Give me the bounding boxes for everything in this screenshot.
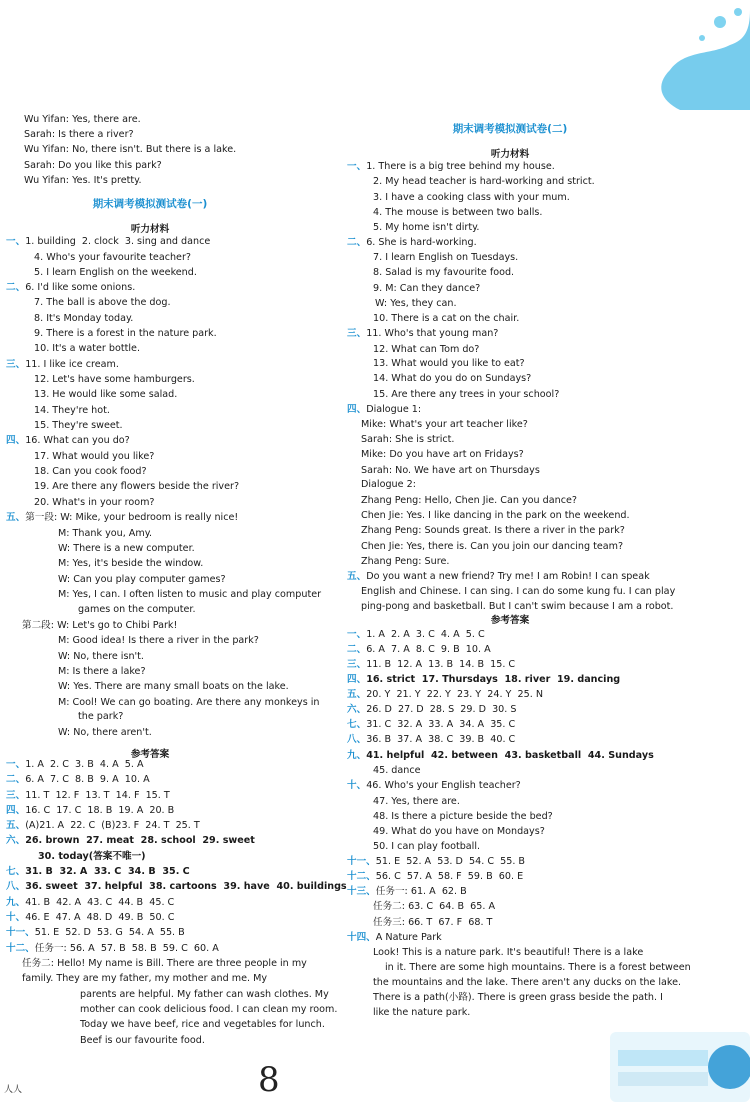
text-line [361,494,577,507]
text-line [58,680,289,693]
text-line [347,643,491,656]
section-marker: 一、 [347,161,367,172]
text-content: Beef is our favourite food. [80,1035,205,1046]
text-line [58,634,259,647]
text-line [58,557,203,570]
section-marker: 三、 [6,790,26,801]
text-line [24,113,141,126]
text-line [373,900,495,913]
text-content: Chen Jie: Yes, there is. Can you join our dancing team? [361,541,624,552]
text-line [361,509,630,522]
text-content: 7. The ball is above the dog. [34,297,171,308]
section-marker: 三、 [6,359,26,370]
text-content: 11. T 12. F 13. T 14. F 15. T [25,790,170,801]
section-marker: 五、 [347,689,367,700]
text-content: English and Chinese. I can sing. I can do some kung fu. I can play [361,586,676,597]
text-content: Sarah: Do you like this park? [24,160,162,171]
section-marker: 十三、 [347,886,376,897]
section-marker: 十、 [347,780,367,791]
text-line [373,795,460,808]
text-content: 46. E 47. A 48. D 49. B 50. C [25,912,175,923]
text-line [385,961,691,974]
section-marker: 二、 [347,644,367,655]
text-line [34,465,147,478]
text-content: 15. They're sweet. [34,420,123,431]
text-line [361,600,673,613]
text-content: Mike: Do you have art on Fridays? [361,449,524,460]
text-line [6,834,255,847]
text-line [347,327,498,340]
text-content: M: Yes, it's beside the window. [58,558,204,569]
text-line [373,251,518,264]
text-content: A Nature Park [375,932,442,943]
text-content: (A)21. A 22. C (B)23. F 24. T 25. T [25,820,200,831]
text-line [24,159,162,172]
text-line [34,266,197,279]
text-line [24,143,236,156]
text-line [34,251,191,264]
text-content: 16. What can you do? [25,435,130,446]
text-content: 6. She is hard-working. [366,237,477,248]
text-line [6,511,238,524]
text-line [347,658,515,671]
text-line [373,764,421,777]
text-line [361,448,524,461]
text-line [347,931,442,944]
text-content: 51. E 52. D 53. G 54. A 55. B [34,927,185,938]
text-content: W: Yes, they can. [375,298,457,309]
text-content: 19. Are there any flowers beside the river? [34,481,240,492]
text-content: M: Is there a lake? [58,666,146,677]
text-content: 任务一: 61. A 62. B [375,886,467,897]
text-line [361,464,540,477]
text-content: games on the computer. [78,604,196,615]
text-content: 任务一: 56. A 57. B 58. B 59. C 60. A [34,943,219,954]
text-content: 参考答案 [490,615,530,626]
text-content: Sarah: Is there a river? [24,129,134,140]
text-content: M: Cool! We can go boating. Are there any monkeys in [58,697,320,708]
page-mark: 人人 [4,1085,23,1095]
text-line [347,628,485,641]
text-content: 第一段: W: Mike, your bedroom is really nice! [25,512,239,523]
section-marker: 九、 [6,897,26,908]
text-line [80,1018,325,1031]
text-content: 18. Can you cook food? [34,466,147,477]
text-line [6,865,190,878]
text-content: M: Thank you, Amy. [58,528,153,539]
text-line [347,733,515,746]
text-content: 2. My head teacher is hard-working and strict. [373,176,595,187]
text-line [347,885,467,898]
section-marker: 八、 [347,734,367,745]
text-content: 30. today(答案不唯一) [38,851,146,862]
text-line [347,855,525,868]
text-line [34,388,177,401]
text-content: 1. A 2. A 3. C 4. A 5. C [366,629,485,640]
text-line [34,327,217,340]
text-content: Sarah: No. We have art on Thursdays [361,465,540,476]
text-line [78,603,196,616]
text-content: 49. What do you have on Mondays? [373,826,545,837]
text-content: 听力材料 [490,149,530,160]
text-content: 任务二: 63. C 64. B 65. A [373,901,496,912]
text-content: There is a path(小路). There is green grass beside the path. I [373,992,663,1003]
text-line [373,825,545,838]
section-marker: 十一、 [6,927,35,938]
section-marker: 九、 [347,750,367,761]
section-marker: 六、 [347,704,367,715]
text-content: 51. E 52. A 53. D 54. C 55. B [375,856,526,867]
text-line [6,789,170,802]
text-content: 41. B 42. A 43. C 44. B 45. C [25,897,175,908]
text-content: Mike: What's your art teacher like? [361,419,528,430]
text-content: 36. sweet 37. helpful 38. cartoons 39. have 40. buildings [25,881,347,892]
text-content: 6. I'd like some onions. [25,282,136,293]
text-content: 47. Yes, there are. [373,796,460,807]
text-content: 11. B 12. A 13. B 14. B 15. C [366,659,516,670]
section-marker: 五、 [6,512,26,523]
text-content: W: Can you play computer games? [58,574,226,585]
section-marker: 七、 [347,719,367,730]
text-line [347,236,477,249]
text-line [373,221,479,234]
text-content: Sarah: She is strict. [361,434,455,445]
section-marker: 三、 [347,659,367,670]
text-line [373,266,514,279]
text-line [58,665,146,678]
text-line [58,588,321,601]
text-content: 20. Y 21. Y 22. Y 23. Y 24. Y 25. N [366,689,544,700]
text-line [34,404,110,417]
text-content: 期末调考模拟测试卷(一) [92,198,208,210]
text-content: W: Yes. There are many small boats on the lake. [58,681,289,692]
text-line [6,758,144,771]
text-line [361,555,449,568]
text-content: 14. What do you do on Sundays? [373,373,532,384]
text-content: Do you want a new friend? Try me! I am Robin! I can speak [366,571,650,582]
text-line [24,174,142,187]
text-line [6,773,150,786]
text-line [22,619,177,632]
text-content: W: There is a new computer. [58,543,195,554]
text-content: ping-pong and basketball. But I can't swim because I am a robot. [361,601,674,612]
section-marker: 三、 [347,328,367,339]
text-content: 任务二: Hello! My name is Bill. There are three people in my [22,958,307,969]
text-line [347,160,555,173]
text-content: 期末调考模拟测试卷(二) [452,123,568,135]
text-content: Dialogue 2: [361,479,416,490]
text-line [6,911,174,924]
text-line [80,988,329,1001]
text-content: 16. C 17. C 18. B 19. A 20. B [25,805,175,816]
text-content: the park? [78,711,124,722]
text-line [347,779,521,792]
text-line [361,418,528,431]
text-content: Dialogue 1: [366,404,422,415]
text-line [6,804,174,817]
section-marker: 二、 [347,237,367,248]
text-content: 9. There is a forest in the nature park. [34,328,217,339]
text-content: 5. I learn English on the weekend. [34,267,197,278]
text-content: mother can cook delicious food. I can clean my room. [80,1004,338,1015]
text-content: 56. C 57. A 58. F 59. B 60. E [375,871,524,882]
section-marker: 十二、 [6,943,35,954]
text-content: 10. There is a cat on the chair. [373,313,520,324]
text-line [347,749,654,762]
text-content: 8. It's Monday today. [34,313,134,324]
section-marker: 十二、 [347,871,376,882]
section-marker: 四、 [6,805,26,816]
text-content: Wu Yifan: Yes. It's pretty. [24,175,142,186]
text-content: 26. brown 27. meat 28. school 29. sweet [25,835,255,846]
text-line [6,819,200,832]
text-content: parents are helpful. My father can wash clothes. My [80,989,329,1000]
text-line [58,527,152,540]
section-marker: 一、 [6,759,26,770]
text-content: 31. C 32. A 33. A 34. A 35. C [366,719,516,730]
section-marker: 二、 [6,282,26,293]
text-content: 参考答案 [130,749,170,760]
text-content: Wu Yifan: No, there isn't. But there is a lake. [24,144,237,155]
text-line [373,312,519,325]
text-content: 46. Who's your English teacher? [366,780,521,791]
section-marker: 四、 [6,435,26,446]
text-line [34,450,154,463]
text-content: M: Yes, I can. I often listen to music and play computer [58,589,322,600]
text-content: 1. There is a big tree behind my house. [366,161,555,172]
text-content: 10. It's a water bottle. [34,343,140,354]
text-line [373,810,553,823]
text-line [6,358,119,371]
text-content: the mountains and the lake. There aren't any ducks on the lake. [373,977,682,988]
text-line [373,206,542,219]
text-content: 4. Who's your favourite teacher? [34,252,191,263]
text-content: 1. A 2. C 3. B 4. A 5. A [25,759,144,770]
text-content: 48. Is there a picture beside the bed? [373,811,553,822]
text-line [347,870,523,883]
text-line [6,880,347,893]
text-content: 26. D 27. D 28. S 29. D 30. S [366,704,517,715]
text-line [373,1006,470,1019]
text-line [347,703,516,716]
text-line [347,688,543,701]
text-line [80,1003,337,1016]
text-line [373,916,492,929]
section-marker: 六、 [6,835,26,846]
text-content: 8. Salad is my favourite food. [373,267,515,278]
text-line [373,946,643,959]
text-line [58,650,144,663]
text-content: 12. Let's have some hamburgers. [34,374,195,385]
text-line [347,718,515,731]
text-content: Chen Jie: Yes. I like dancing in the park on the weekend. [361,510,630,521]
section-marker: 四、 [347,404,367,415]
text-content: 5. My home isn't dirty. [373,222,480,233]
text-line [347,570,650,583]
text-line [34,480,239,493]
text-content: Zhang Peng: Sure. [361,556,450,567]
text-line [347,673,620,686]
section-marker: 十、 [6,912,26,923]
text-line [6,434,130,447]
text-line [347,403,421,416]
text-content: 13. He would like some salad. [34,389,178,400]
text-content: 6. A 7. C 8. B 9. A 10. A [25,774,150,785]
text-content: 9. M: Can they dance? [373,283,481,294]
text-content: 41. helpful 42. between 43. basketball 44. Sundays [366,750,654,761]
text-line [361,540,623,553]
text-line [375,297,457,310]
text-content: like the nature park. [373,1007,471,1018]
text-line [373,991,663,1004]
text-content: 14. They're hot. [34,405,110,416]
decorative-splash-image [640,0,750,110]
text-line [22,972,267,985]
text-content: 12. What can Tom do? [373,344,480,355]
text-content: family. They are my father, my mother and me. My [22,973,268,984]
text-line [34,296,171,309]
section-marker: 五、 [347,571,367,582]
text-line [361,585,675,598]
text-line [34,496,155,509]
text-line [345,123,675,136]
text-content: 听力材料 [130,224,170,235]
text-line [58,696,320,709]
text-line [373,840,480,853]
text-line [373,388,559,401]
text-content: Zhang Peng: Hello, Chen Jie. Can you dance? [361,495,577,506]
text-content: W: No, there aren't. [58,727,152,738]
text-line [345,614,675,627]
text-line [38,850,146,863]
text-content: 6. A 7. A 8. C 9. B 10. A [366,644,491,655]
handwritten-page-number: 8 [258,1060,280,1100]
text-line [361,478,416,491]
section-marker: 八、 [6,881,26,892]
text-line [373,191,570,204]
text-line [0,198,300,211]
text-line [6,926,185,939]
text-line [6,281,135,294]
text-content: 11. I like ice cream. [25,359,119,370]
section-marker: 五、 [6,820,26,831]
text-line [373,282,480,295]
text-content: 36. B 37. A 38. C 39. B 40. C [366,734,516,745]
section-marker: 十一、 [347,856,376,867]
text-content: 50. I can play football. [373,841,481,852]
text-line [361,524,625,537]
text-content: 31. B 32. A 33. C 34. B 35. C [25,866,190,877]
text-line [34,419,123,432]
text-line [373,175,595,188]
section-marker: 二、 [6,774,26,785]
text-content: 1. building 2. clock 3. sing and dance [25,236,211,247]
text-content: 13. What would you like to eat? [373,358,525,369]
text-content: 第二段: W: Let's go to Chibi Park! [22,620,178,631]
text-content: 17. What would you like? [34,451,155,462]
text-content: 11. Who's that young man? [366,328,499,339]
section-marker: 一、 [347,629,367,640]
text-line [361,433,454,446]
text-content: 4. The mouse is between two balls. [373,207,543,218]
text-content: 7. I learn English on Tuesdays. [373,252,519,263]
text-line [58,573,226,586]
section-marker: 七、 [6,866,26,877]
text-line [24,128,134,141]
text-line [80,1034,205,1047]
text-line [373,343,479,356]
text-content: 45. dance [373,765,421,776]
text-line [6,235,210,248]
text-content: in it. There are some high mountains. There is a forest between [385,962,691,973]
text-line [34,312,133,325]
text-line [22,957,307,970]
text-line [78,710,123,723]
section-marker: 一、 [6,236,26,247]
text-line [373,357,525,370]
text-content: 15. Are there any trees in your school? [373,389,560,400]
text-line [6,942,219,955]
section-marker: 十四、 [347,932,376,943]
text-line [34,342,140,355]
text-content: 16. strict 17. Thursdays 18. river 19. dancing [366,674,621,685]
text-content: 3. I have a cooking class with your mum. [373,192,570,203]
text-content: 任务三: 66. T 67. F 68. T [373,917,493,928]
text-content: Today we have beef, rice and vegetables for lunch. [80,1019,325,1030]
text-content: Zhang Peng: Sounds great. Is there a river in the park? [361,525,625,536]
text-content: 20. What's in your room? [34,497,155,508]
text-content: W: No, there isn't. [58,651,144,662]
text-line [373,372,531,385]
section-marker: 四、 [347,674,367,685]
text-line [34,373,195,386]
text-line [6,896,174,909]
text-content: Look! This is a nature park. It's beautiful! There is a lake [373,947,644,958]
text-content: M: Good idea! Is there a river in the park? [58,635,259,646]
text-line [58,726,152,739]
watermark-logo [610,1032,750,1102]
text-line [58,542,195,555]
text-content: Wu Yifan: Yes, there are. [24,114,141,125]
text-line [373,976,681,989]
